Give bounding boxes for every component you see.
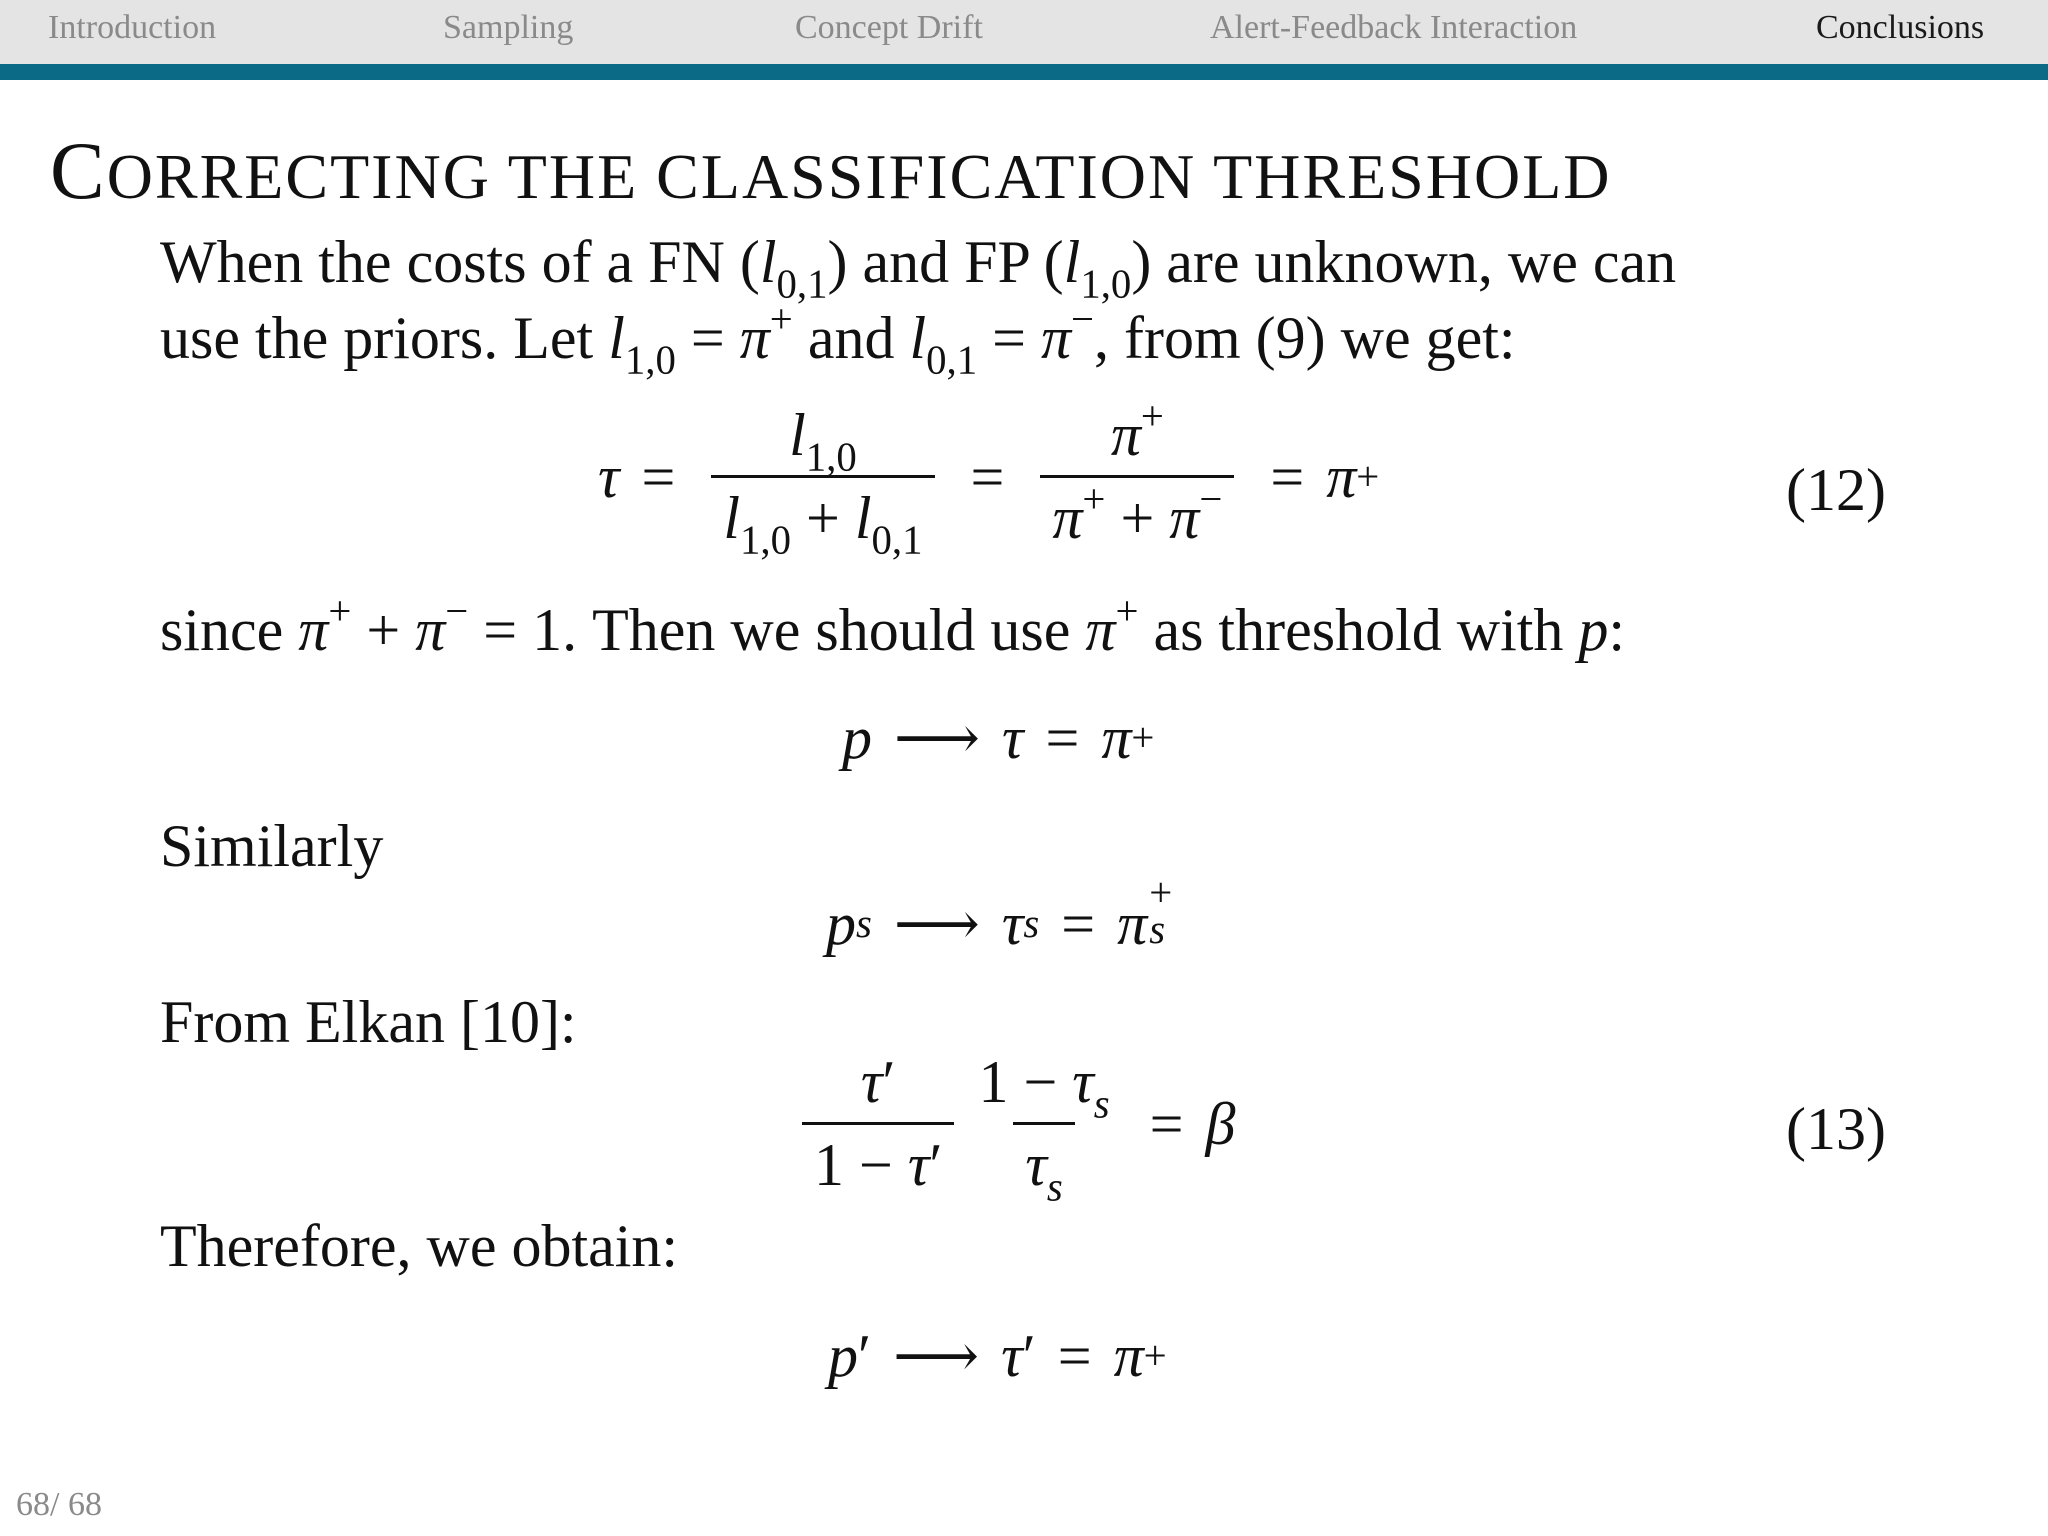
fraction-prior-over-sum: $\frac{\pi^+}{\pi^+ + \pi^-}$ [1040, 405, 1234, 548]
fraction-tau-prime: $\frac{\tau'}{1 - \tau'}$ [802, 1052, 954, 1195]
equation-ps-threshold: p s ⟶ τ s = π + s [826, 870, 1173, 957]
nav-item-introduction[interactable]: Introduction [48, 9, 217, 46]
equation-p-threshold: p ⟶ τ = π + [842, 705, 1155, 771]
therefore-text: Therefore, we obtain: [160, 1213, 679, 1279]
nav-item-concept-drift[interactable]: Concept Drift [795, 9, 983, 46]
slide-title: CORRECTING THE CLASSIFICATION THRESHOLD [50, 125, 1612, 216]
page-number: 68/ 68 [16, 1486, 102, 1523]
nav-divider [0, 64, 2048, 80]
equation-number-12: (12) [1786, 457, 1886, 523]
nav-item-alert-feedback-interaction[interactable]: Alert-Feedback Interaction [1210, 9, 1578, 46]
from-elkan-text: From Elkan [10]: [160, 989, 577, 1055]
equation-12: τ = $\frac{l_{1,0}}{l_{1,0} + l_{0,1}}$ = $\frac{\pi^+}{\pi^+ + \pi^-}$ = π + [598, 393, 1380, 563]
fraction-l10-over-sum: $\frac{l_{1,0}}{l_{1,0} + l_{0,1}}$ [711, 405, 934, 548]
equation-13: $\frac{\tau'}{1 - \tau'}$ $\frac{1 - \tau_s}{\tau_s}$ = β [796, 1052, 1235, 1195]
equation-number-13: (13) [1786, 1096, 1886, 1162]
nav-item-conclusions[interactable]: Conclusions [1816, 9, 1985, 46]
similarly-text: Similarly [160, 813, 384, 879]
body-line-1: When the costs of a FN $(l_{0,1})$ and FP $(l_{1,0})$ are unknown, we can [160, 229, 1677, 307]
body-line-2: use the priors. Let $l_{1,0} = \pi^+$ and $l_{0,1} = \pi^-$, from (9) we get: [160, 296, 1516, 383]
fraction-tau-s: $\frac{1 - \tau_s}{\tau_s}$ [978, 1049, 1110, 1210]
section-navbar [0, 0, 2048, 64]
body-line-3: since π+ + π− = 1. Then we should use π+ as threshold with p: [160, 588, 1626, 663]
nav-item-sampling[interactable]: Sampling [443, 9, 574, 46]
equation-p-prime-threshold: p ′ ⟶ τ ′ = π + [828, 1323, 1167, 1389]
